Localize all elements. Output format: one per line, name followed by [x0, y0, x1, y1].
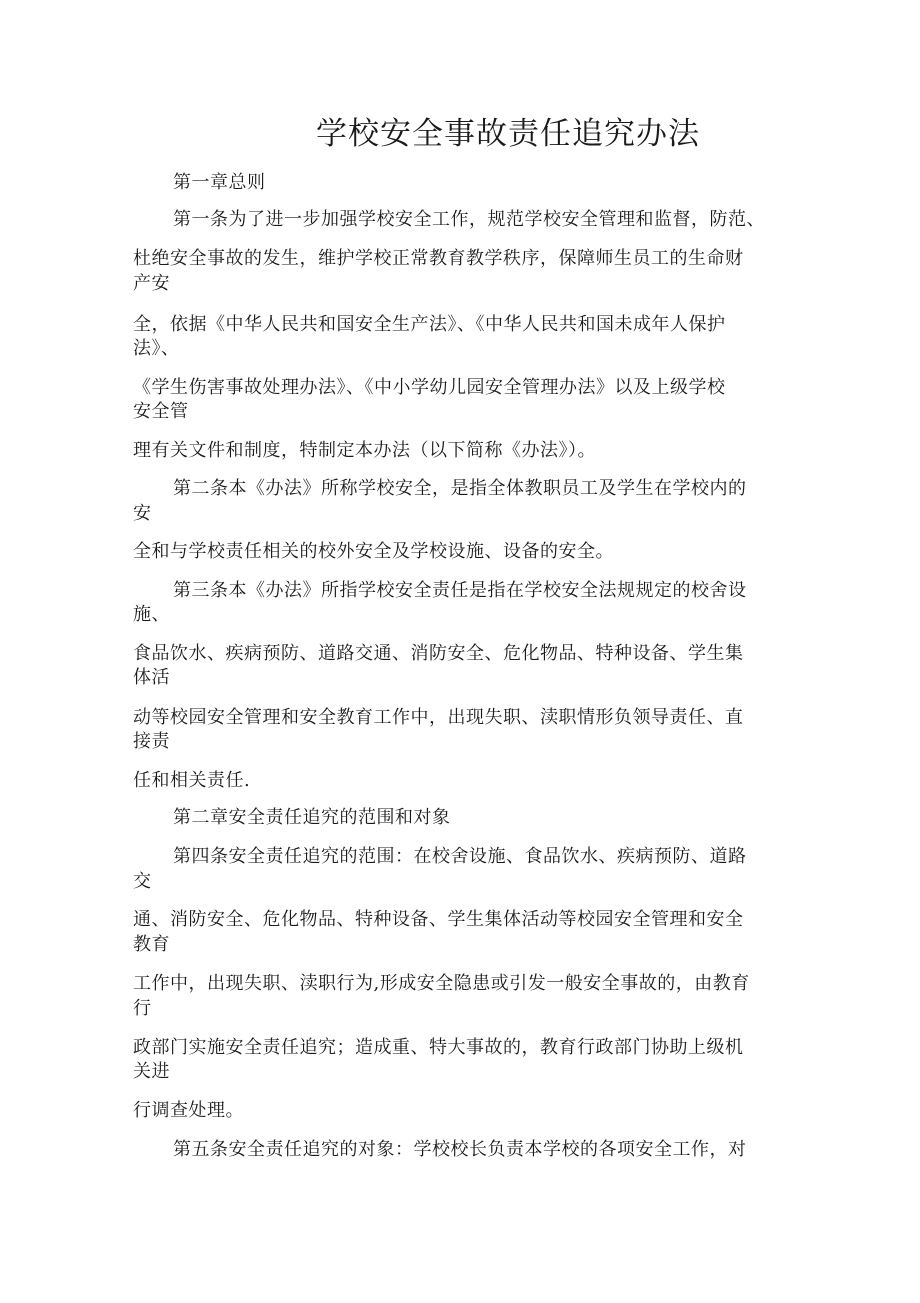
paragraph-line: 第三条本《办法》所指学校安全责任是指在学校安全法规规定的校舍设 [173, 580, 747, 601]
paragraph-line: 第一条为了进一步加强学校安全工作，规范学校安全管理和监督，防范、 [173, 209, 765, 230]
paragraph-line: 施、 [133, 604, 170, 625]
paragraph-line: 产安 [133, 273, 170, 294]
paragraph-line: 行 [133, 998, 152, 1019]
paragraph-line: 接责 [133, 731, 170, 752]
paragraph-line: 第二条本《办法》所称学校安全，是指全体教职员工及学生在学校内的 [173, 478, 747, 499]
paragraph-line: 行调查处理。 [133, 1100, 244, 1121]
paragraph-line: 全，依据《中华人民共和国安全生产法》、《中华人民共和国未成年人保护 [133, 314, 726, 335]
paragraph-line: 动等校园安全管理和安全教育工作中，出现失职、渎职情形负领导责任、直 [133, 707, 744, 728]
paragraph-line: 安 [133, 503, 152, 524]
paragraph-line: 关进 [133, 1061, 170, 1082]
paragraph-line: 《学生伤害事故处理办法》、《中小学幼儿园安全管理办法》以及上级学校 [133, 377, 726, 398]
paragraph-line: 教育 [133, 934, 170, 955]
paragraph-line: 政部门实施安全责任追究；造成重、特大事故的，教育行政部门协助上级机 [133, 1037, 744, 1058]
paragraph-line: 体活 [133, 667, 170, 688]
paragraph-line: 理有关文件和制度，特制定本办法（以下简称《办法》）。 [133, 440, 596, 461]
document-title: 学校安全事故责任追究办法 [316, 116, 700, 152]
paragraph-line: 第五条安全责任追究的对象：学校校长负责本学校的各项安全工作，对 [173, 1139, 747, 1160]
chapter-heading: 第二章安全责任追究的范围和对象 [173, 807, 451, 828]
paragraph-line: 法》、 [133, 338, 180, 359]
paragraph-line: 第四条安全责任追究的范围：在校舍设施、食品饮水、疾病预防、道路 [173, 846, 747, 867]
paragraph-line: 安全管 [133, 401, 189, 422]
paragraph-line: 全和与学校责任相关的校外安全及学校设施、设备的安全。 [133, 541, 614, 562]
paragraph-line: 杜绝安全事故的发生，维护学校正常教育教学秩序，保障师生员工的生命财 [133, 248, 744, 269]
paragraph-line: 工作中，出现失职、渎职行为,形成安全隐患或引发一般安全事故的，由教育 [133, 973, 750, 994]
paragraph-line: 交 [133, 871, 152, 892]
chapter-heading: 第一章总则 [173, 172, 266, 193]
paragraph-line: 通、消防安全、危化物品、特种设备、学生集体活动等校园安全管理和安全 [133, 909, 744, 930]
paragraph-line: 任和相关责任. [133, 770, 251, 791]
paragraph-line: 食品饮水、疾病预防、道路交通、消防安全、危化物品、特种设备、学生集 [133, 643, 744, 664]
